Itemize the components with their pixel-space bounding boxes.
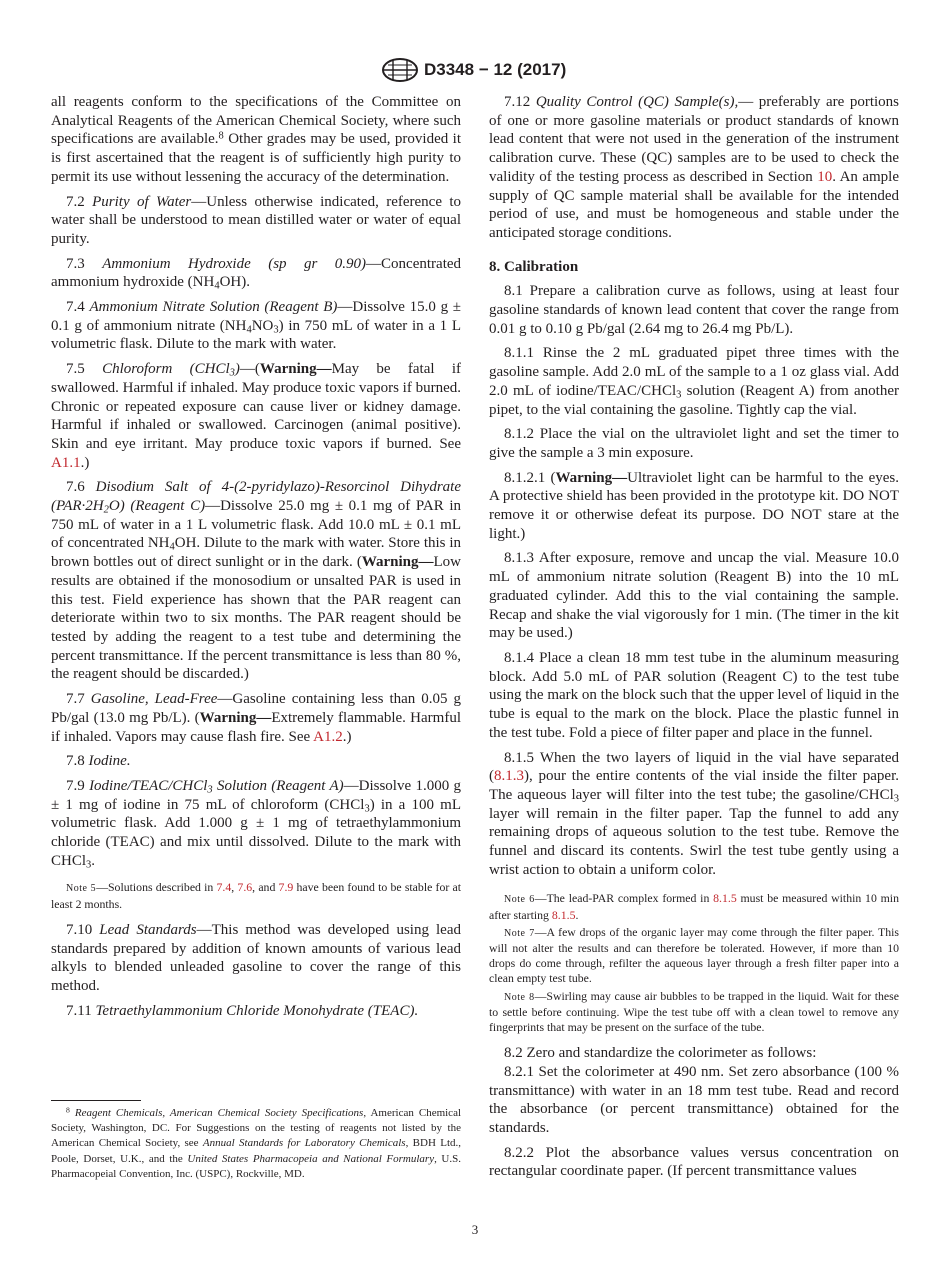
link-8-1-5[interactable]: 8.1.5 [551,907,576,922]
section-7-5: 7.5 Chloroform (CHCl$_3$)—(Warning—May be fatal if swallowed. Harmful if inhaled. May produce toxic vapors if burned. Chronic or repeated exposure can cause liver or kidney damage. Harmful if inhaled or swallowed. Carcinogen (animal positive). Skin and eye irritant. May produce toxic vapors if burned. See A1.1.) [51,361,461,471]
section-7-6: 7.6 Disodium Salt of 4-(2-pyridylazo)-Resorcinol Dihydrate $(PAR\cdot 2H_2O)$ (Reagent C)—Dissolve 25.0 mg ± 0.1 mg of PAR in 750 mL of water in a 1 L volumetric flask. Add 10.0 mL ± 0.1 mL of concentrated $NH_4OH$. Dilute to the mark with water. Store this in brown bottles out of direct sunlight or in the dark. (Warning—Low results are obtained if the monosodium or unsalted PAR is used in this test. Field experience has shown that the PAR reagent can deteriorate within two to six months. The PAR reagent should be tested by adding the reagent to a test tube and determining the percent transmittance. If the percent transmittance is less than 80 %, the reagent should be discarded.) [51,479,462,683]
footnote-divider [51,1100,141,1101]
section-7-4: 7.4 Ammonium Nitrate Solution (Reagent B)—Dissolve 15.0 g ± 0.1 g of ammonium nitrate $(NH_4NO_3)$ in 750 mL of water in a 1 L volumetric flask. Dilute to the mark with water. [51,299,462,353]
section-8-1-4: 8.1.4 Place a clean 18 mm test tube in the aluminum measuring block. Add 5.0 mL of PAR solution (Reagent C) to the test tube using the mark on the block such that the upper level of liquid in the tube is equal to the mark on the block. Place the plastic funnel in the test tube. Fold a piece of filter paper and place in the funnel. [489,649,899,741]
note-7: Note 7—A few drops of the organic layer may come through the filter paper. This will not alter the results and can therefore be tolerated. However, if more than 10 drops do come through, refilter the aqueous layer through a fresh filter paper into a clean empty test tube. [489,924,899,986]
section-8-1-1: 8.1.1 Rinse the 2 mL graduated pipet three times with the gasoline sample. Add 2.0 mL of the sample to a 1 oz glass vial. Add 2.0 mL of iodine/TEAC/CHCl$_3$ solution (Reagent A) from another pipet, to the vial containing the gasoline. Tightly cap the vial. [489,345,899,418]
astm-logo-icon [381,58,419,82]
section-7-8: 7.8 Iodine. [66,753,131,770]
warning-label: Warning— [555,469,628,486]
section-7-3: 7.3 Ammonium Hydroxide (sp gr 0.90)—Concentrated ammonium hydroxide $(NH_4OH)$. [51,255,462,292]
footnote-ref-8[interactable]: 8 [218,130,224,142]
link-8-1-5[interactable]: 8.1.5 [713,891,737,906]
section-7-2: 7.2 Purity of Water—Unless otherwise indicated, reference to water shall be understood to mean distilled water or water of equal purity. [51,193,461,247]
section-7-10: 7.10 Lead Standards—This method was developed using lead standards prepared by addition of known amounts of various lead alkyls to blended unleaded gasoline to cover the range of this method. [51,921,461,994]
section-8-1-2: 8.1.2 Place the vial on the ultraviolet light and set the timer to give the sample a 3 min exposure. [489,426,899,461]
warning-label: Warning— [361,554,434,571]
link-a1-1[interactable]: A1.1 [51,454,81,471]
section-8-2-2: 8.2.2 Plot the absorbance values versus concentration on rectangular coordinate paper. (If percent transmittance values [489,1144,899,1180]
section-8-2: 8.2 Zero and standardize the colorimeter as follows: [504,1045,817,1062]
note-5: Note 5—Solutions described in 7.4, 7.6, and 7.9 have been found to be stable for at least 2 months. [51,880,461,911]
page-header [0,58,950,84]
left-column [51,93,461,1020]
note-8: Note 8—Swirling may cause air bubbles to be trapped in the liquid. Wait for these to settle before continuing. Wipe the test tube off with a clean towel to remove any fingerprints that may be present on the surface of the tube. [489,988,899,1035]
section-8-2-1: 8.2.1 Set the colorimeter at 490 nm. Set zero absorbance (100 % transmittance) with water in an 18 mm test tube. Read and record the absorbance (or percent transmittance) obtained for the standards. [489,1063,899,1137]
link-7-4[interactable]: 7.4 [216,880,232,895]
link-7-6[interactable]: 7.6 [237,880,253,895]
warning-label: Warning— [199,709,272,726]
link-a1-2[interactable]: A1.2 [313,728,343,745]
section-8-1-5: 8.1.5 When the two layers of liquid in the vial have separated (8.1.3), pour the entire contents of the vial inside the filter paper. The aqueous layer will filter into the test tube; the gasoline/CHCl$_3$ layer will remain in the filter paper. Tap the funnel to add any remaining drops of aqueous solution to the test tube. Remove the funnel and discard its contents. Swirl the test tube gently using a wrist action to obtain a uniform color. [489,749,899,878]
section-8-1-3: 8.1.3 After exposure, remove and uncap the vial. Measure 10.0 mL of ammonium nitrate solution (Reagent B) into the 10 mL graduated cylinder. Add this to the vial containing the sample. Recap and shake the vial vigorously for 1 min. (The timer in the kit may be used.) [489,550,899,642]
section-7-7: 7.7 Gasoline, Lead-Free—Gasoline containing less than 0.05 g Pb/gal (13.0 mg Pb/L). (Warning—Extremely flammable. Harmful if inhaled. Vapors may cause flash fire. See A1.2.) [51,691,462,745]
standard-designation: D3348 − 12 (2017) [424,60,567,79]
section-8-1-2-1: 8.1.2.1 (Warning—Ultraviolet light can be harmful to the eyes. A protective shield has been provided in the prototype kit. DO NOT remove it or otherwise defeat its purpose. DO NOT stare at the light.) [489,469,899,542]
heading-calibration: 8. Calibration [489,258,579,275]
warning-label: Warning— [259,361,332,378]
page-number: 3 [471,1222,479,1237]
right-column [489,93,899,1181]
footnote-8: $^8$ Reagent Chemicals, American Chemical Society Specifications, American Chemical Society, Washington, DC. For Suggestions on the testing of reagents not listed by the American Chemical Society, see Annual Standards for Laboratory Chemicals, BDH Ltd., Poole, Dorset, U.K., and the United States Pharmacopeia and National Formulary, U.S. Pharmacopeial Convention, Inc. (USPC), Rockville, MD. [51,1105,462,1180]
section-7-12: 7.12 Quality Control (QC) Sample(s),— preferably are portions of one or more gasoline materials or product standards of known lead content that were not used in the generation of the instrument calibration curve. These (QC) samples are to be used to check the validity of the testing process as described in Section 10. An ample supply of QC sample material shall be available for the intended period of use, and must be homogeneous and stable under the anticipated storage conditions. [489,94,900,241]
paragraph-7-1-continued: all reagents conform to the specifications of the Committee on Analytical Reagents of the American Chemical Society, where such specifications are available.$^8$ Other grades may be used, provided it is first ascertained that the reagent is of sufficiently high purity to permit its use without lessening the accuracy of the determination. [51,94,461,185]
note-6: Note 6—The lead-PAR complex formed in 8.1.5 must be measured within 10 min after starting 8.1.5. [489,891,899,922]
link-7-9[interactable]: 7.9 [278,880,294,895]
section-7-11: 7.11 Tetraethylammonium Chloride Monohydrate (TEAC). [66,1002,419,1019]
section-7-9: 7.9 Iodine/TEAC/CHCl$_3$ Solution (Reagent A)—Dissolve 1.000 g ± 1 mg of iodine in 75 mL of chloroform (CHCl$_3$) in a 100 mL volumetric flask. Add 1.000 g ± 1 mg of tetraethylammonium chloride (TEAC) and mix until dissolved. Dilute to the mark with CHCl$_3$. [51,777,461,871]
section-8-1: 8.1 Prepare a calibration curve as follows, using at least four gasoline standards of known lead content that cover the range from 0.01 g to 0.10 g Pb/gal (2.64 mg to 26.4 mg Pb/L). [489,283,899,337]
link-8-1-3[interactable]: 8.1.3 [494,768,524,785]
link-section-10[interactable]: 10 [817,168,833,185]
